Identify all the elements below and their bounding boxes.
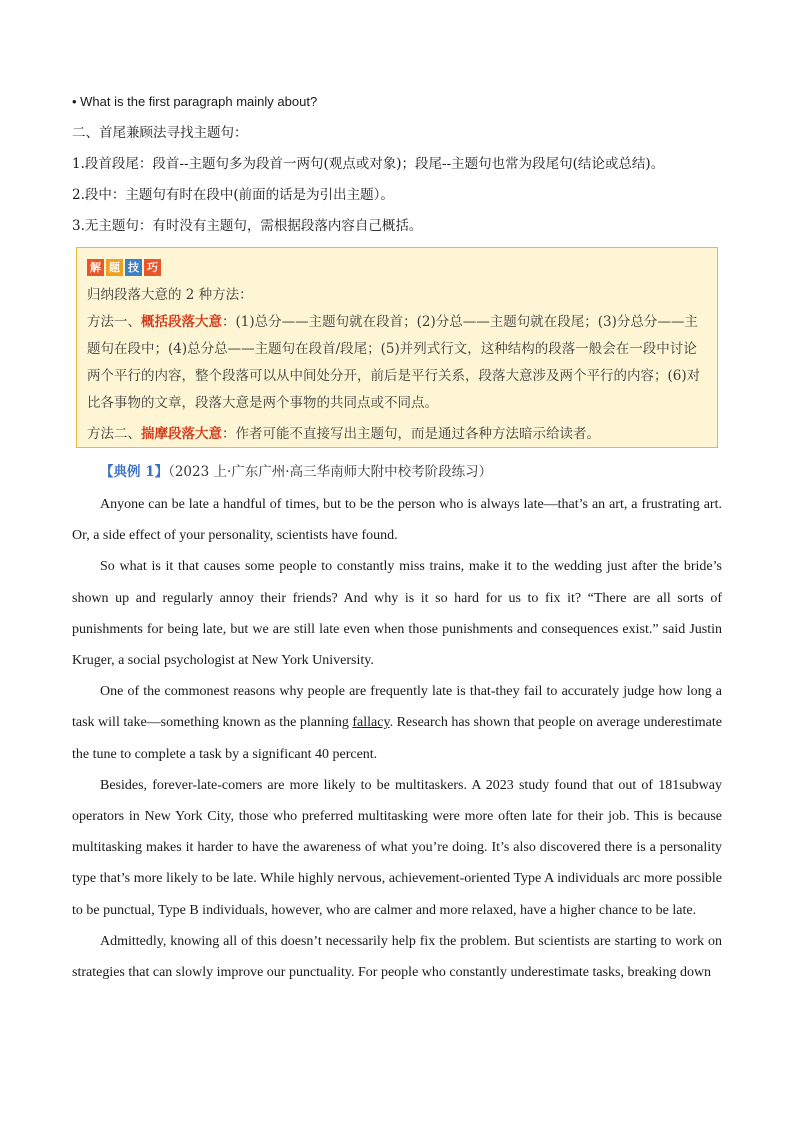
article-paragraph-5: Admittedly, knowing all of this doesn’t necessarily help fix the problem. But scientists are starting to work on strategies that can slowly improve our punctuality. For people who constantly underestimate tasks, breaking down — [72, 933, 722, 981]
question-line: • What is the first paragraph mainly about? — [72, 94, 318, 109]
rule-3: 3.无主题句：有时没有主题句，需根据段落内容自己概括。 — [72, 218, 423, 234]
method-1 — [87, 309, 707, 417]
rule-1: 1.段首段尾：段首--主题句多为段首一两句(观点或对象)；段尾--主题句也常为段尾句(结论或总结)。 — [72, 156, 665, 172]
article-paragraph-1: Anyone can be late a handful of times, but to be the person who is always late—that’s an art, a frustrating art. Or, a side effect of your personality, scientists have found. — [72, 497, 722, 544]
intro-section — [72, 92, 722, 247]
method-2-body: ：作者可能不直接写出主题句，而是通过各种方法暗示给读者。 — [222, 426, 600, 442]
method-2-prefix: 方法二、 — [87, 426, 141, 442]
example-tag: 【典例 1】 — [100, 464, 169, 480]
method-2-highlight: 揣摩段落大意 — [141, 426, 222, 442]
example-source: （2023 上·广东广州·高三华南师大附中校考阶段练习） — [168, 464, 493, 480]
underlined-word: fallacy — [352, 715, 390, 731]
method-1-highlight: 概括段落大意 — [141, 314, 222, 330]
tips-box — [76, 247, 718, 448]
article — [72, 489, 722, 988]
badge-2: 题 — [106, 259, 123, 276]
badge-3: 技 — [125, 259, 142, 276]
method-1-body: ：(1)总分——主题句就在段首；(2)分总——主题句就在段尾；(3)分总分——主题句在段中；(4)总分总——主题句在段首/段尾；(5)并列式行文，这种结构的段落一般会在一段中讨论两个平行的内容，整个段落可以从中间处分开，前后是平行关系，段落大意涉及两个平行的内容；(6)对比各事物的文章，段落大意是两个事物的共同点或不同点。 — [87, 314, 701, 411]
example-heading — [100, 460, 492, 480]
badge-4: 巧 — [144, 259, 161, 276]
article-paragraph-4: Besides, forever-late-comers are more likely to be multitaskers. A 2023 study found that out of 181subway operators in New York City, those who preferred multitasking were more often late for their job. This is because multitasking makes it harder to have the awareness of what you’re doing. It’s also discovered there is a personality type that’s more likely to be late. While highly nervous, achievement-oriented Type A individuals arc more possible to be punctual, Type B individuals, however, who are calmer and more relaxed, have a higher chance to be late. — [72, 777, 722, 918]
tips-badges — [87, 259, 707, 276]
section-title: 二、首尾兼顾法寻找主题句： — [72, 125, 248, 141]
method-2 — [87, 421, 707, 448]
article-paragraph-2: So what is it that causes some people to constantly miss trains, make it to the wedding just after the bride’s shown up and regularly annoy their friends? And why is it so hard for us to fix it? “There are all sorts of punishments for being late, but we are still late even when those punishments and consequences exist.” said Justin Kruger, a social psychologist at New York University. — [72, 559, 722, 669]
badge-1: 解 — [87, 259, 104, 276]
article-paragraph-3 — [72, 676, 722, 770]
rule-2: 2.段中：主题句有时在段中(前面的话是为引出主题）。 — [72, 187, 394, 203]
tips-intro: 归纳段落大意的 2 种方法： — [87, 287, 253, 303]
p3-text-after: . Research has shown that people on average underestimate the tune to complete a task by a significant 40 percent. — [72, 715, 722, 762]
method-1-prefix: 方法一、 — [87, 314, 141, 330]
p3-text-before: One of the commonest reasons why people are frequently late is that-they fail to accurately judge how long a task will take—something known as the planning — [72, 684, 722, 731]
